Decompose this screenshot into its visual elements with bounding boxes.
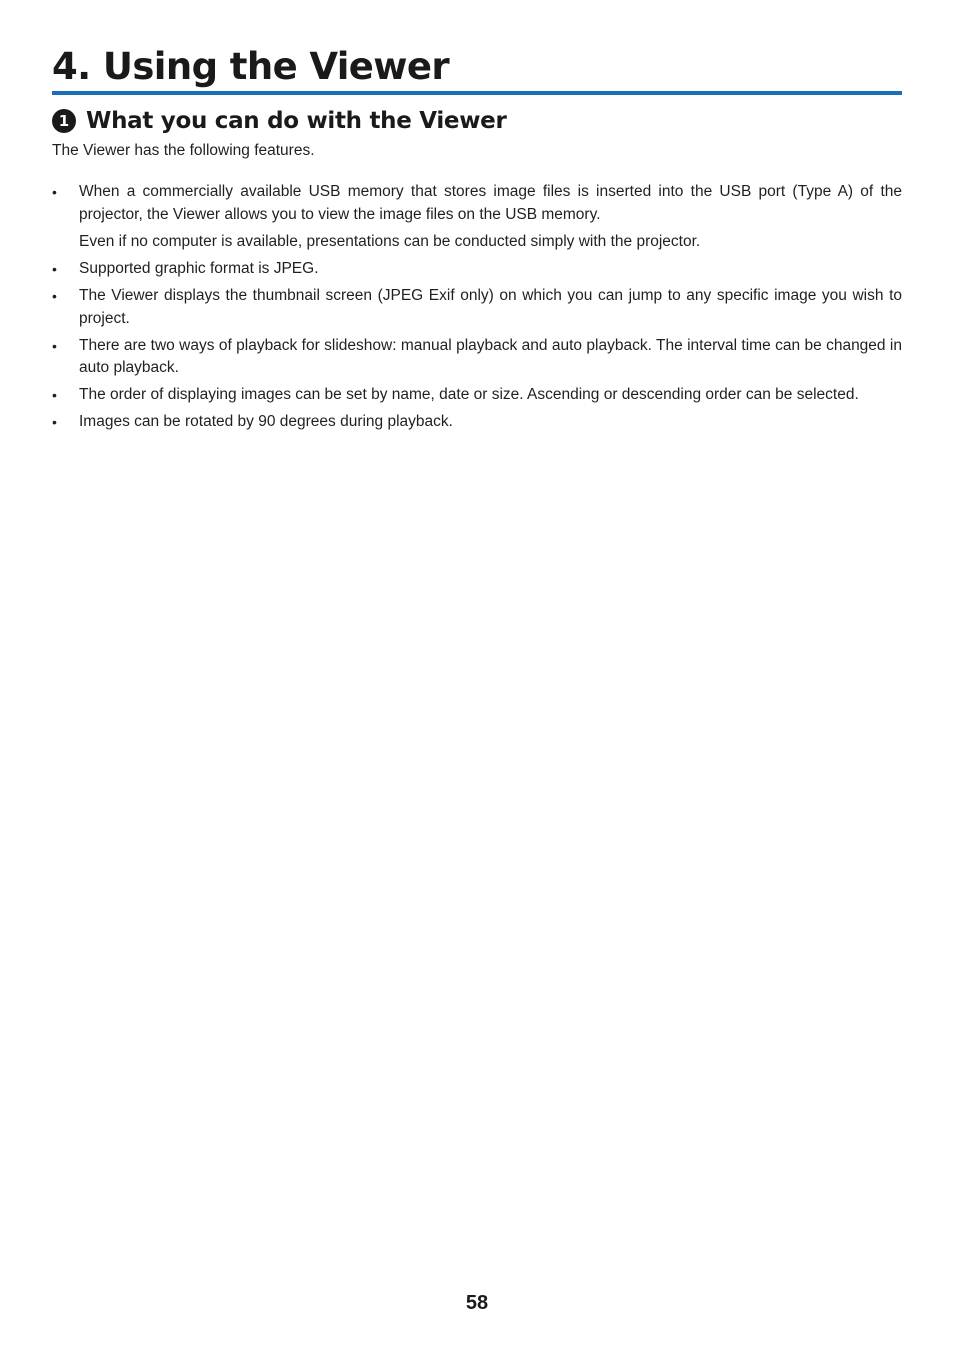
feature-list <box>52 181 902 438</box>
list-item-text: The Viewer displays the thumbnail screen (JPEG Exif only) on which you can jump to any specific image you wish to project. <box>79 287 902 327</box>
list-item-text: The order of displaying images can be set by name, date or size. Ascending or descending order can be selected. <box>79 386 859 403</box>
list-item <box>52 181 902 254</box>
list-item-text: Supported graphic format is JPEG. <box>79 260 319 277</box>
bullet-icon: • <box>52 288 57 304</box>
chapter-title: 4. Using the Viewer <box>52 45 450 88</box>
list-item <box>52 411 902 434</box>
bullet-icon: • <box>52 337 57 354</box>
section-title: What you can do with the Viewer <box>86 108 507 134</box>
page-number: 58 <box>465 1292 489 1314</box>
list-item-subtext: Even if no computer is available, presentations can be conducted simply with the projector. <box>79 233 701 250</box>
bullet-icon: • <box>52 387 57 403</box>
bullet-icon: • <box>52 414 57 430</box>
list-item <box>52 335 902 380</box>
list-item <box>52 384 902 407</box>
list-item <box>52 258 902 281</box>
list-item <box>52 285 902 330</box>
list-item-text: Images can be rotated by 90 degrees during playback. <box>79 413 453 430</box>
bullet-icon: • <box>52 261 57 277</box>
section-heading <box>52 106 507 136</box>
bullet-icon: • <box>52 184 57 200</box>
section-number-badge: 1 <box>52 109 76 133</box>
list-item-text: There are two ways of playback for slideshow: manual playback and auto playback. The interval time can be changed in auto playback. <box>79 336 902 376</box>
title-rule <box>52 91 902 95</box>
list-item-text: When a commercially available USB memory that stores image files is inserted into the USB port (Type A) of the projector, the Viewer allows you to view the image files on the USB memory. <box>79 183 902 223</box>
intro-text: The Viewer has the following features. <box>52 142 315 159</box>
